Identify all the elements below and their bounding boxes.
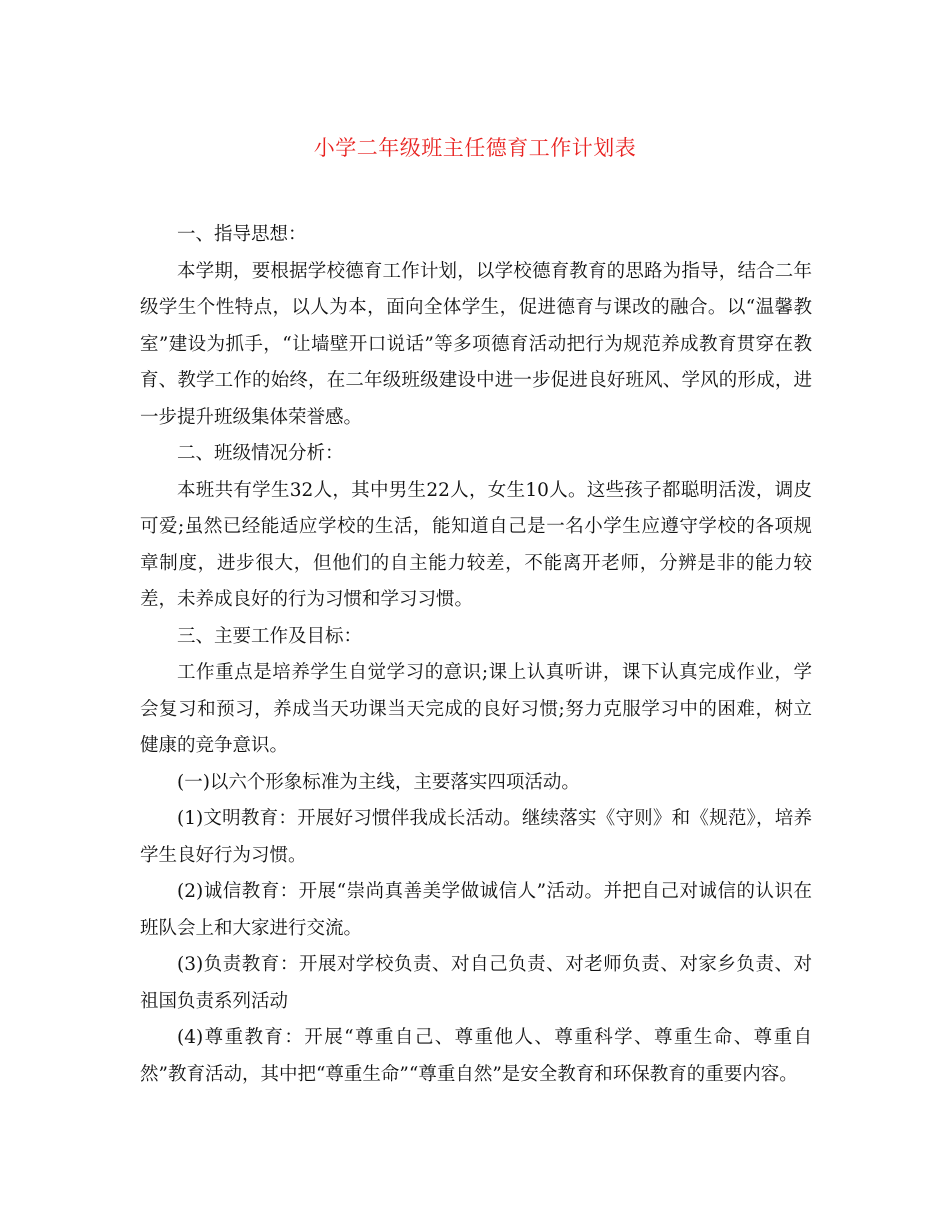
heading-class-analysis: 二、班级情况分析： (177, 443, 344, 464)
paragraph-main-work: 工作重点是培养学生自觉学习的意识;课上认真听讲，课下认真完成作业，学会复习和预习，养成当天功课当天完成的良好习惯;努力克服学习中的困难，树立健康的竞争意识。 (140, 662, 812, 756)
heading-guiding-ideology: 一、指导思想： (177, 224, 307, 245)
item-civility-education: (1)文明教育：开展好习惯伴我成长活动。继续落实《守则》和《规范》，培养学生良好行为习惯。 (140, 808, 812, 866)
subheading-activities: (一)以六个形象标准为主线，主要落实四项活动。 (177, 771, 580, 793)
item-integrity-education: (2)诚信教育：开展“崇尚真善美学做诚信人”活动。并把自己对诚信的认识在班队会上和大家进行交流。 (140, 881, 812, 939)
item-respect-education: (4)尊重教育：开展“尊重自己、尊重他人、尊重科学、尊重生命、尊重自然”教育活动，其中把“尊重生命”“尊重自然”是安全教育和环保教育的重要内容。 (140, 1027, 812, 1085)
heading-main-work: 三、主要工作及目标： (177, 625, 363, 647)
document-body (140, 217, 812, 1093)
document-title: 小学二年级班主任德育工作计划表 (313, 136, 637, 160)
paragraph-class-analysis: 本班共有学生32人，其中男生22人，女生10人。这些孩子都聪明活泼，调皮可爱;虽然已经能适应学校的生活，能知道自己是一名小学生应遵守学校的各项规章制度，进步很大，但他们的自主能力较差，不能离开老师，分辨是非的能力较差，未养成良好的行为习惯和学习习惯。 (140, 479, 812, 610)
item-responsibility-education: (3)负责教育：开展对学校负责、对自己负责、对老师负责、对家乡负责、对祖国负责系列活动 (140, 954, 812, 1012)
paragraph-guiding-ideology: 本学期，要根据学校德育工作计划，以学校德育教育的思路为指导，结合二年级学生个性特点，以人为本，面向全体学生，促进德育与课改的融合。以“温馨教室”建设为抓手，“让墙壁开口说话”等多项德育活动把行为规范养成教育贯穿在教育、教学工作的始终，在二年级班级建设中进一步促进良好班风、学风的形成，进一步提升班级集体荣誉感。 (140, 260, 812, 428)
